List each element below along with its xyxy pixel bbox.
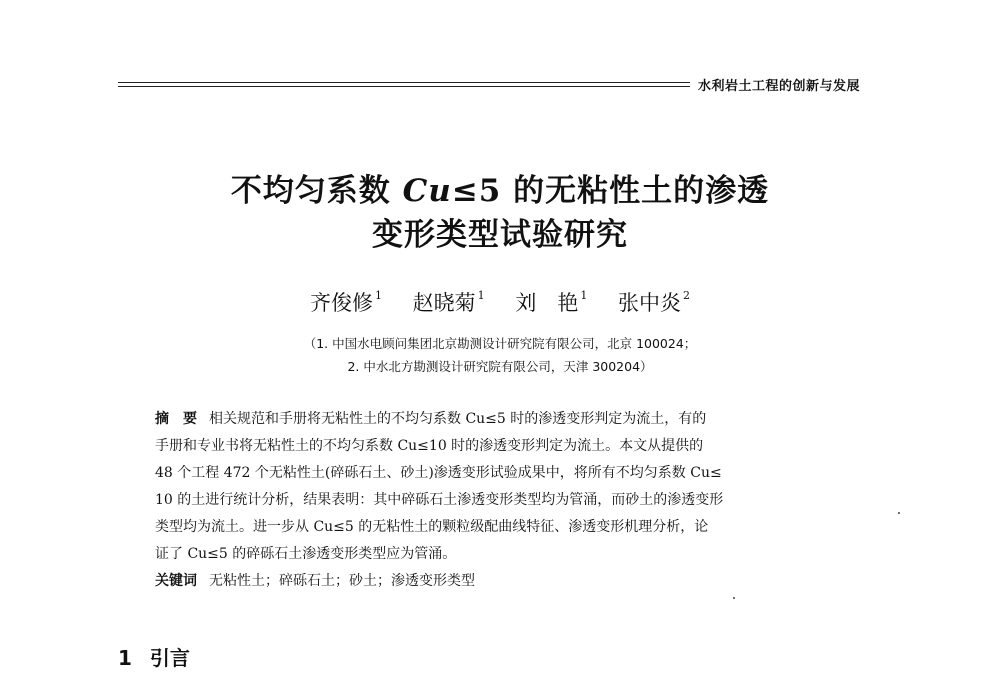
author (618, 287, 690, 317)
scan-speck (733, 597, 735, 599)
affiliation-1: （1. 中国水电顾问集团北京勘测设计研究院有限公司，北京 100024； (303, 336, 697, 351)
abstract-text: 相关规范和手册将无粘性土的不均匀系数 Cu≤5 时的渗透变形判定为流土，有的 (209, 411, 707, 427)
abstract (155, 406, 855, 568)
author-name: 刘 艳 (515, 291, 579, 315)
title-cu: Cu (402, 173, 452, 209)
abstract-line: 手册和专业书将无粘性土的不均匀系数 Cu≤10 时的渗透变形判定为流土。本文从提供的 (155, 438, 704, 454)
abstract-line (155, 406, 855, 433)
keywords (155, 570, 475, 590)
author-list (0, 287, 1000, 317)
section-heading (118, 642, 190, 671)
author (310, 287, 382, 317)
author-affil-mark: 1 (580, 289, 588, 302)
title-pre: 不均匀系数 (230, 173, 403, 209)
author-affil-mark: 2 (683, 289, 691, 302)
scan-speck (898, 512, 900, 514)
abstract-line: 类型均为流土。进一步从 Cu≤5 的无粘性土的颗粒级配曲线特征、渗透变形机理分析，论 (155, 519, 709, 535)
author-name: 赵晓菊 (412, 291, 476, 315)
paper-title-line-1 (0, 173, 1000, 209)
keywords-label: 关键词 (155, 573, 197, 589)
abstract-label: 摘 要 (155, 411, 197, 427)
paper-title-line-2: 变形类型试验研究 (372, 217, 628, 253)
abstract-line: 10 的土进行统计分析，结果表明：其中碎砾石土渗透变形类型均为管涌，而砂土的渗透变形 (155, 492, 724, 508)
section-number: 1 (118, 646, 132, 670)
author-name: 张中炎 (618, 291, 682, 315)
section-title: 引言 (149, 646, 190, 670)
title-post: ≤5 的无粘性土的渗透 (451, 173, 770, 209)
author (413, 287, 485, 317)
journal-name: 水利岩土工程的创新与发展 (698, 79, 861, 94)
author-affil-mark: 1 (374, 289, 382, 302)
keywords-text: 无粘性土；碎砾石土；砂土；渗透变形类型 (209, 573, 475, 589)
affiliation-2: 2. 中水北方勘测设计研究院有限公司，天津 300204） (347, 359, 653, 374)
header-rule (118, 82, 690, 88)
abstract-line: 48 个工程 472 个无粘性土(碎砾石土、砂土)渗透变形试验成果中，将所有不均匀系数 Cu≤ (155, 465, 722, 481)
author (515, 287, 587, 317)
author-name: 齐俊修 (309, 291, 373, 315)
author-affil-mark: 1 (477, 289, 485, 302)
abstract-line: 证了 Cu≤5 的碎砾石土渗透变形类型应为管涌。 (155, 546, 457, 562)
